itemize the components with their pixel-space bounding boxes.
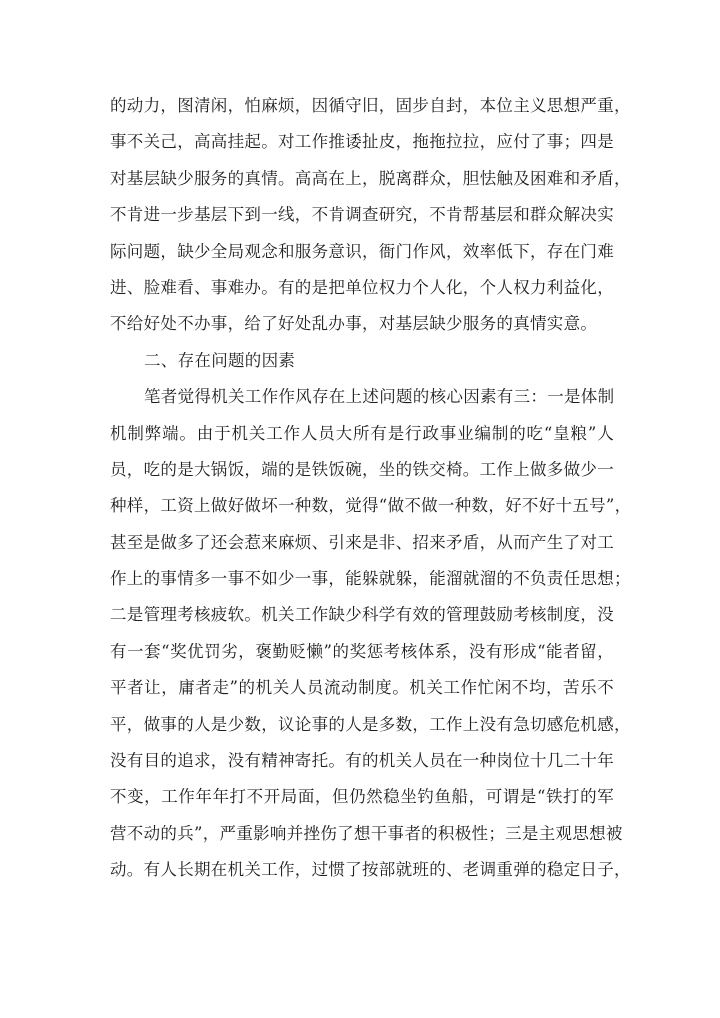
paragraph-1	[110, 88, 631, 343]
text-line: 机制弊端。由于机关工作人员大所有是行政事业编制的吃“皇粮”人	[110, 423, 614, 443]
text-line: 平者让，庸者走”的机关人员流动制度。机关工作忙闲不均，苦乐不	[110, 678, 614, 698]
text-line: 不给好处不办事，给了好处乱办事，对基层缺少服务的真情实意。	[110, 314, 598, 334]
text-line: 不肯进一步基层下到一线，不肯调查研究，不肯帮基层和群众解决实	[110, 205, 614, 225]
text-line: 不变，工作年年打不开局面，但仍然稳坐钓鱼船，可谓是“铁打的军	[110, 787, 614, 807]
text-line: 员，吃的是大锅饭，端的是铁饭碗，坐的铁交椅。工作上做多做少一	[110, 459, 614, 479]
text-line: 笔者觉得机关工作作风存在上述问题的核心因素有三：一是体制	[144, 387, 615, 407]
text-line: 际问题，缺少全局观念和服务意识，衙门作风，效率低下，存在门难	[110, 241, 614, 261]
text-line: 的动力，图清闲，怕麻烦，因循守旧，固步自封，本位主义思想严重，	[110, 96, 631, 115]
text-line: 甚至是做多了还会惹来麻烦、引来是非、招来矛盾，从而产生了对工	[110, 532, 614, 552]
text-line: 平，做事的人是少数，议论事的人是多数，工作上没有急切感危机感，	[110, 714, 631, 734]
text-line: 事不关己，高高挂起。对工作推诿扯皮，拖拖拉拉，应付了事；四是	[110, 132, 614, 152]
document-body	[110, 88, 632, 889]
text-line: 二是管理考核疲软。机关工作缺少科学有效的管理鼓励考核制度，没	[110, 605, 614, 625]
text-line: 对基层缺少服务的真情。高高在上，脱离群众，胆怯触及困难和矛盾，	[110, 168, 631, 188]
text-line: 作上的事情多一事不如少一事，能躲就躲，能溜就溜的不负责任思想；	[110, 569, 631, 589]
heading-text: 二、存在问题的因素	[144, 350, 296, 370]
text-line: 没有目的追求，没有精神寄托。有的机关人员在一种岗位十几二十年	[110, 751, 614, 771]
text-line: 有一套“奖优罚劣，褒勤贬懒”的奖惩考核体系，没有形成“能者留，	[110, 641, 614, 661]
text-line: 进、脸难看、事难办。有的是把单位权力个人化，个人权力利益化，	[110, 277, 614, 297]
text-line: 种样，工资上做好做坏一种数，觉得“做不做一种数，好不好十五号”，	[110, 496, 632, 516]
paragraph-2	[110, 379, 632, 888]
section-heading	[110, 343, 614, 379]
text-line: 动。有人长期在机关工作，过惯了按部就班的、老调重弹的稳定日子，	[110, 860, 631, 880]
text-line: 营不动的兵”，严重影响并挫伤了想干事者的积极性；三是主观思想被	[110, 823, 623, 843]
